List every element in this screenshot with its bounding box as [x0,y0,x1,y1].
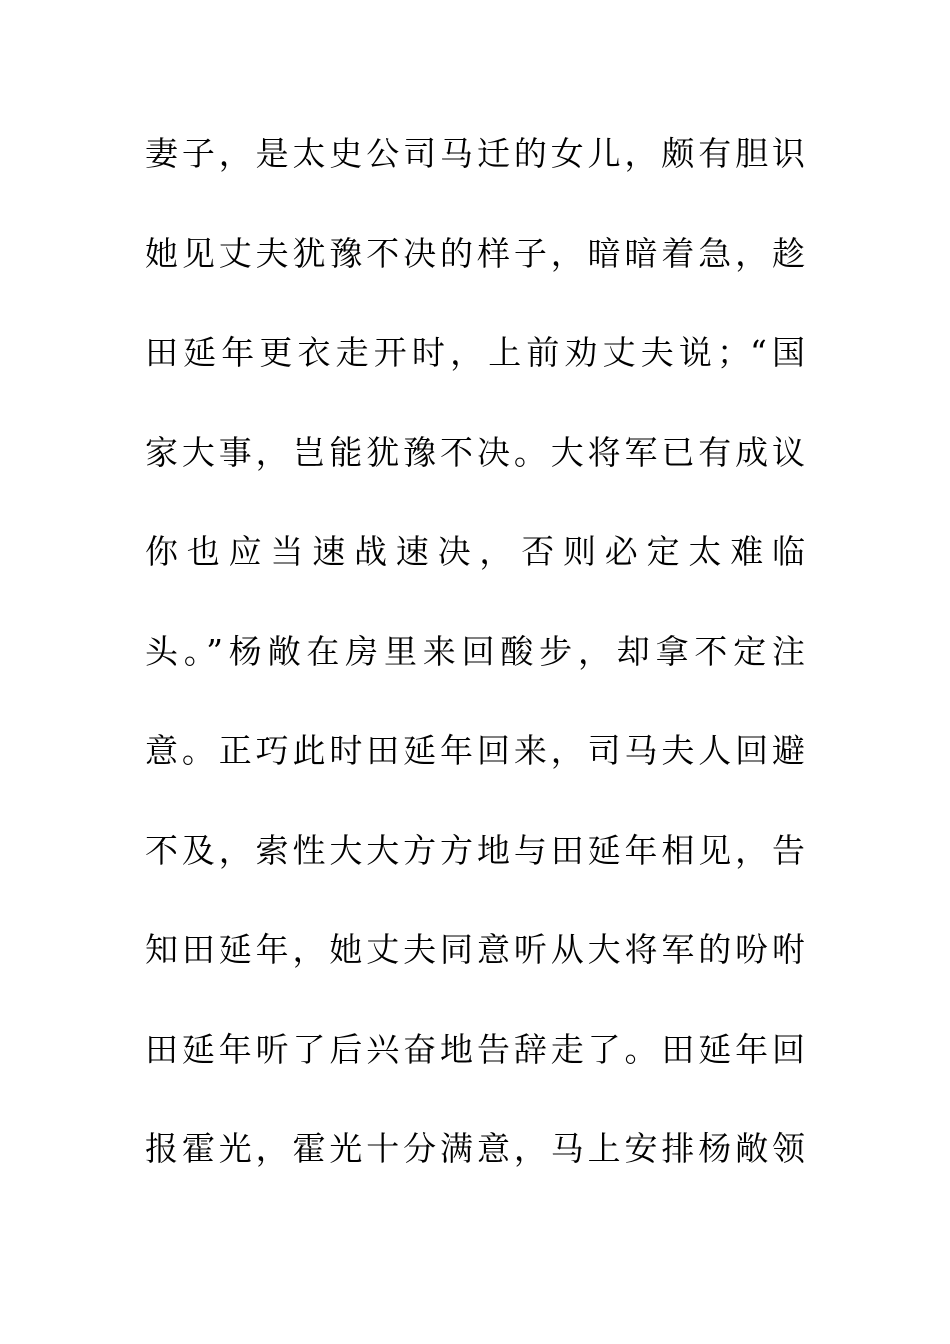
text-line-6: 头。”杨敞在房里来回酸步，却拿不定注 [145,631,805,671]
text-line-3: 田延年更衣走开时，上前劝丈夫说；“国 [145,333,805,372]
text-line-8: 不及，索性大大方方地与田延年相见，告 [145,830,805,870]
body-text [145,128,805,1223]
text-line-9: 知田延年，她丈夫同意听从大将军的吩咐 [145,930,805,969]
text-line-7: 意。正巧此时田延年回来，司马夫人回避 [145,731,805,770]
text-line-1: 妻子，是太史公司马迁的女儿，颇有胆识 [145,134,805,173]
text-line-5: 你也应当速战速决，否则必定太难临 [145,532,805,571]
text-line-11: 报霍光，霍光十分满意，马上安排杨敞领 [145,1129,805,1168]
text-line-2: 她见丈夫犹豫不决的样子，暗暗着急，趁 [145,233,805,273]
text-line-4: 家大事，岂能犹豫不决。大将军已有成议 [145,432,805,472]
text-line-10: 田延年听了后兴奋地告辞走了。田延年回 [145,1029,805,1069]
